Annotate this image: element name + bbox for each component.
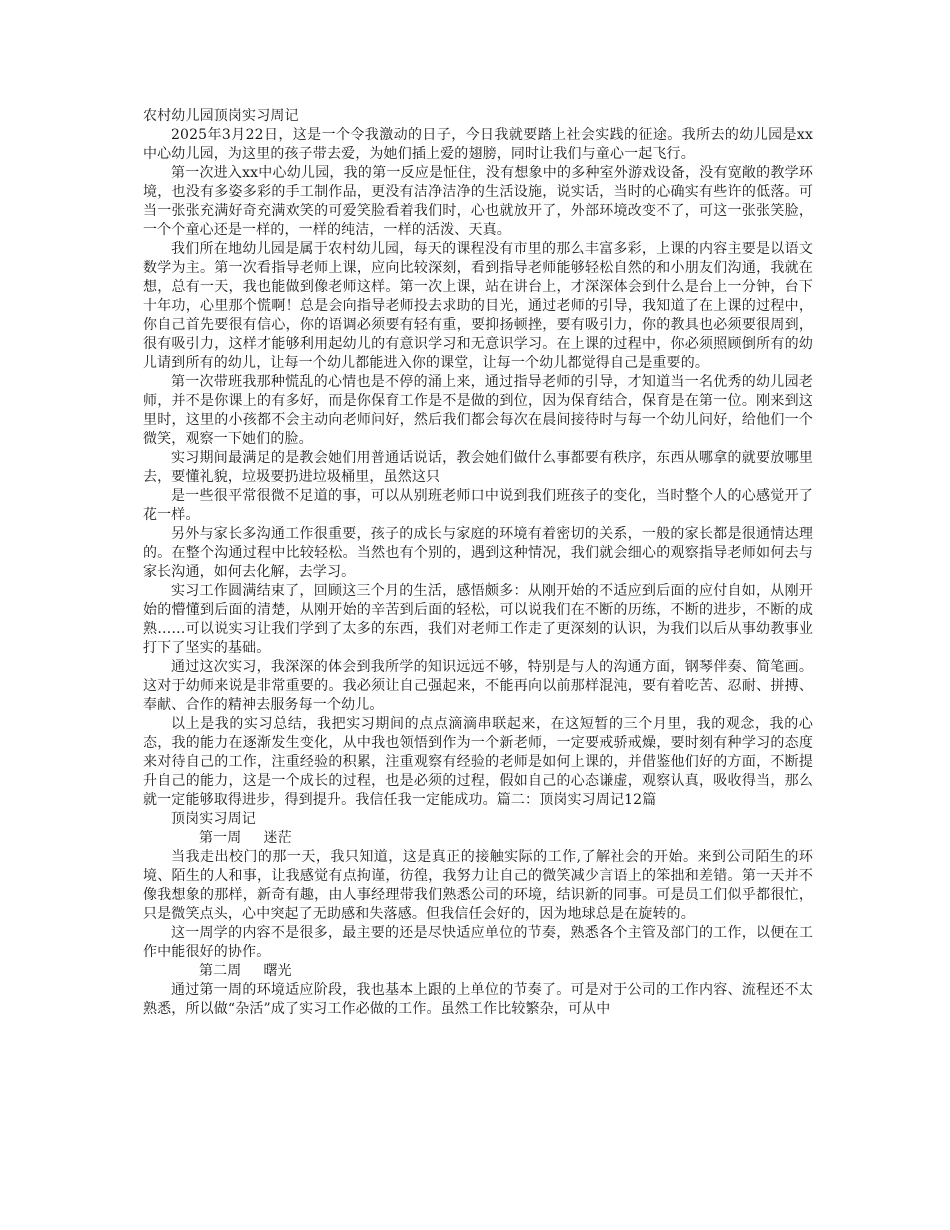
section-title: 顶岗实习周记 <box>171 811 256 827</box>
paragraph: 通过第一周的环境适应阶段，我也基本上跟的上单位的节奏了。可是对于公司的工作内容、流程还不太熟悉，所以做“杂活”成了实习工作必做的工作。虽然工作比较繁杂，可从中 <box>143 982 813 1017</box>
week-heading-1 <box>143 829 813 848</box>
paragraph: 通过这次实习，我深深的体会到我所学的知识远远不够，特别是与人的沟通方面，钢琴伴奏、简笔画。这对于幼师来说是非常重要的。我必须让自己强起来，不能再向以前那样混沌，要有着吃苦、忍耐、拼搏、奉献、合作的精神去服务每一个幼儿。 <box>143 659 813 713</box>
week-label: 第二周 <box>199 963 242 979</box>
week-title: 曙光 <box>263 963 292 979</box>
paragraph: 第一次进入xx中心幼儿园，我的第一反应是怔住，没有想象中的多种室外游戏设备，没有宽敞的教学环境，也没有多姿多彩的手工制作品，更没有洁净洁净的生活设施，说实话，当时的心确实有些许的低落。可当一张张充满好奇充满欢笑的可爱笑脸看着我们时，心也就放开了，外部环境改变不了，可这一张张笑脸，一个个童心还是一样的，一样的纯洁，一样的活泼、天真。 <box>143 165 813 238</box>
paragraph: 以上是我的实习总结，我把实习期间的点点滴滴串联起来，在这短暂的三个月里，我的观念，我的心态，我的能力在逐渐发生变化，从中我也领悟到作为一个新老师，一定要戒骄戒燥，要时刻有种学习的态度来对待自己的工作，注重经验的积累，注重观察有经验的老师是如何上课的，并借鉴他们好的方面，不断提升自己的能力，这是一个成长的过程，也是必须的过程，假如自己的心态谦虚，观察认真，吸收得当，那么就一定能够取得进步，得到提升。我信任我一定能成功。篇二：顶岗实习周记12篇 <box>143 716 813 808</box>
paragraph: 实习工作圆满结束了，回顾这三个月的生活，感悟颇多：从刚开始的不适应到后面的应付自如，从刚开始的懵懂到后面的清楚，从刚开始的辛苦到后面的轻松，可以说我们在不断的历练，不断的进步，不断的成熟……可以说实习让我们学到了太多的东西，我们对老师工作走了更深刻的认识，为我们以后从事幼教事业打下了坚实的基础。 <box>143 583 813 656</box>
paragraph: 另外与家长多沟通工作很重要，孩子的成长与家庭的环境有着密切的关系，一般的家长都是很通情达理的。在整个沟通过程中比较轻松。当然也有个别的，遇到这种情况，我们就会细心的观察指导老师如何去与家长沟通，如何去化解，去学习。 <box>143 526 813 580</box>
document-title: 农村幼儿园顶岗实习周记 <box>143 108 299 124</box>
paragraph: 实习期间最满足的是教会她们用普通话说话，教会她们做什么事都要有秩序，东西从哪拿的就要放哪里去，要懂礼貌，垃圾要扔进垃圾桶里，虽然这只 <box>143 450 813 485</box>
paragraph: 这一周学的内容不是很多，最主要的还是尽快适应单位的节奏，熟悉各个主管及部门的工作，以便在工作中能很好的协作。 <box>143 925 813 960</box>
paragraph: 当我走出校门的那一天，我只知道，这是真正的接触实际的工作,了解社会的开始。来到公司陌生的环境、陌生的人和事，让我感觉有点拘谨，彷徨，我努力让自己的微笑减少言语上的笨拙和差错。第一天并不像我想象的那样，新奇有趣，由人事经理带我们熟悉公司的环境，结识新的同事。可是员工们似乎都很忙，只是微笑点头，心中突起了无助感和失落感。但我信任会好的，因为地球总是在旋转的。 <box>143 849 813 922</box>
paragraph: 我们所在地幼儿园是属于农村幼儿园，每天的课程没有市里的那么丰富多彩，上课的内容主要是以语文数学为主。第一次看指导老师上课，应向比较深刻，看到指导老师能够轻松自然的和小朋友们沟通，我就在想，总有一天，我也能做到像老师这样。第一次上课，站在讲台上，才深深体会到什么是台上一分钟，台下十年功，心里那个慌啊！总是会向指导老师投去求助的目光，通过老师的引导，我知道了在上课的过程中，你自己首先要很有信心，你的语调必须要有轻有重，要抑扬顿挫，要有吸引力，你的教具也必须要很周到，很有吸引力，这样才能够利用起幼儿的有意识学习和无意识学习。在上课的过程中，你必须照顾倒所有的幼儿请到所有的幼儿，让每一个幼儿都能进入你的课堂，让每一个幼儿都觉得自己是重要的。 <box>143 241 813 371</box>
paragraph: 是一些很平常很微不足道的事，可以从别班老师口中说到我们班孩子的变化，当时整个人的心感觉开了花一样。 <box>143 488 813 523</box>
document-body <box>143 107 813 1019</box>
week-title: 迷茫 <box>263 830 292 846</box>
week-label: 第一周 <box>199 830 242 846</box>
paragraph: 第一次带班我那种慌乱的心情也是不停的涌上来，通过指导老师的引导，才知道当一名优秀的幼儿园老师，并不是你课上的有多好，而是你保育工作是不是做的到位，因为保育结合，保育是在第一位。刚来到这里时，这里的小孩都不会主动向老师问好，然后我们都会每次在晨间接待时与每一个幼儿问好，给他们一个微笑，观察一下她们的脸。 <box>143 374 813 447</box>
paragraph: 2025年3月22日，这是一个令我激动的日子，今日我就要踏上社会实践的征途。我所去的幼儿园是xx中心幼儿园，为这里的孩子带去爱，为她们插上爱的翅膀，同时让我们与童心一起飞行。 <box>143 127 813 162</box>
week-heading-2 <box>143 962 813 981</box>
